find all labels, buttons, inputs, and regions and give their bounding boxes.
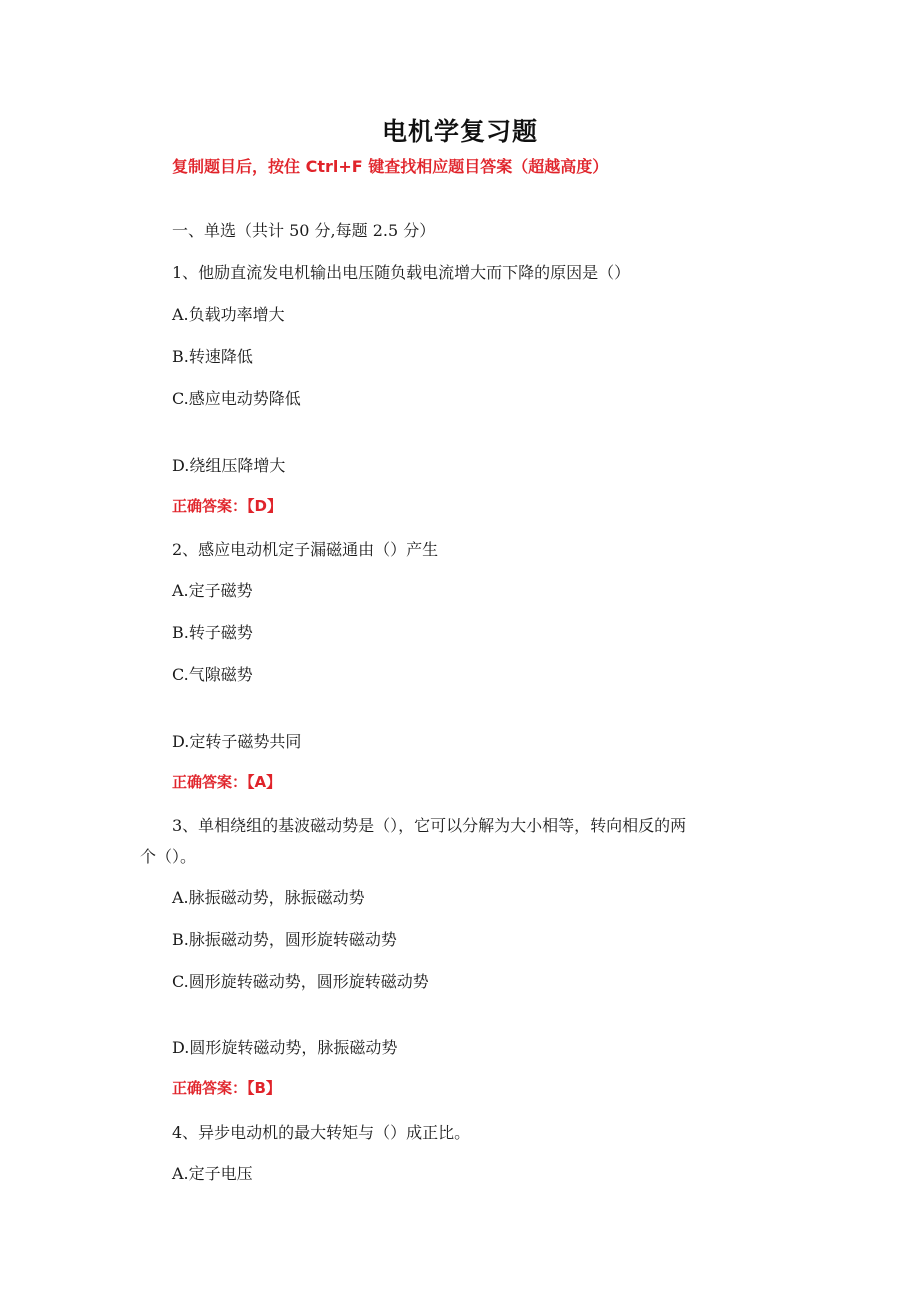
question-3-option-b: B.脉振磁动势，圆形旋转磁动势 [172,930,397,949]
question-1-stem: 1、他励直流发电机输出电压随负载电流增大而下降的原因是（） [172,263,631,282]
question-2-stem: 2、感应电动机定子漏磁通由（）产生 [172,540,439,559]
question-3-option-c: C.圆形旋转磁动势，圆形旋转磁动势 [172,972,429,991]
question-2-option-d: D.定转子磁势共同 [172,732,302,751]
question-1-answer: 正确答案：【D】 [172,497,282,515]
question-2-option-a: A.定子磁势 [172,581,253,600]
instruction-note: 复制题目后，按住 Ctrl+F 键查找相应题目答案（超越高度） [172,157,609,176]
page-title: 电机学复习题 [381,117,538,146]
question-4-option-a: A.定子电压 [172,1164,253,1183]
question-3-option-a: A.脉振磁动势，脉振磁动势 [172,888,365,907]
section-heading: 一、单选（共计 50 分,每题 2.5 分） [172,221,436,240]
question-2-option-c: C.气隙磁势 [172,665,253,684]
question-3-answer: 正确答案：【B】 [172,1079,281,1097]
question-1-option-b: B.转速降低 [172,347,253,366]
question-3-stem: 3、单相绕组的基波磁动势是（），它可以分解为大小相等，转向相反的两 [172,816,687,835]
question-1-option-c: C.感应电动势降低 [172,389,301,408]
question-1-option-d: D.绕组压降增大 [172,456,286,475]
question-2-answer: 正确答案：【A】 [172,773,282,791]
question-3-option-d: D.圆形旋转磁动势，脉振磁动势 [172,1038,398,1057]
question-2-option-b: B.转子磁势 [172,623,253,642]
question-4-stem: 4、异步电动机的最大转矩与（）成正比。 [172,1123,471,1142]
question-3-stem-continuation: 个（）。 [140,847,197,866]
question-1-option-a: A.负载功率增大 [172,305,285,324]
